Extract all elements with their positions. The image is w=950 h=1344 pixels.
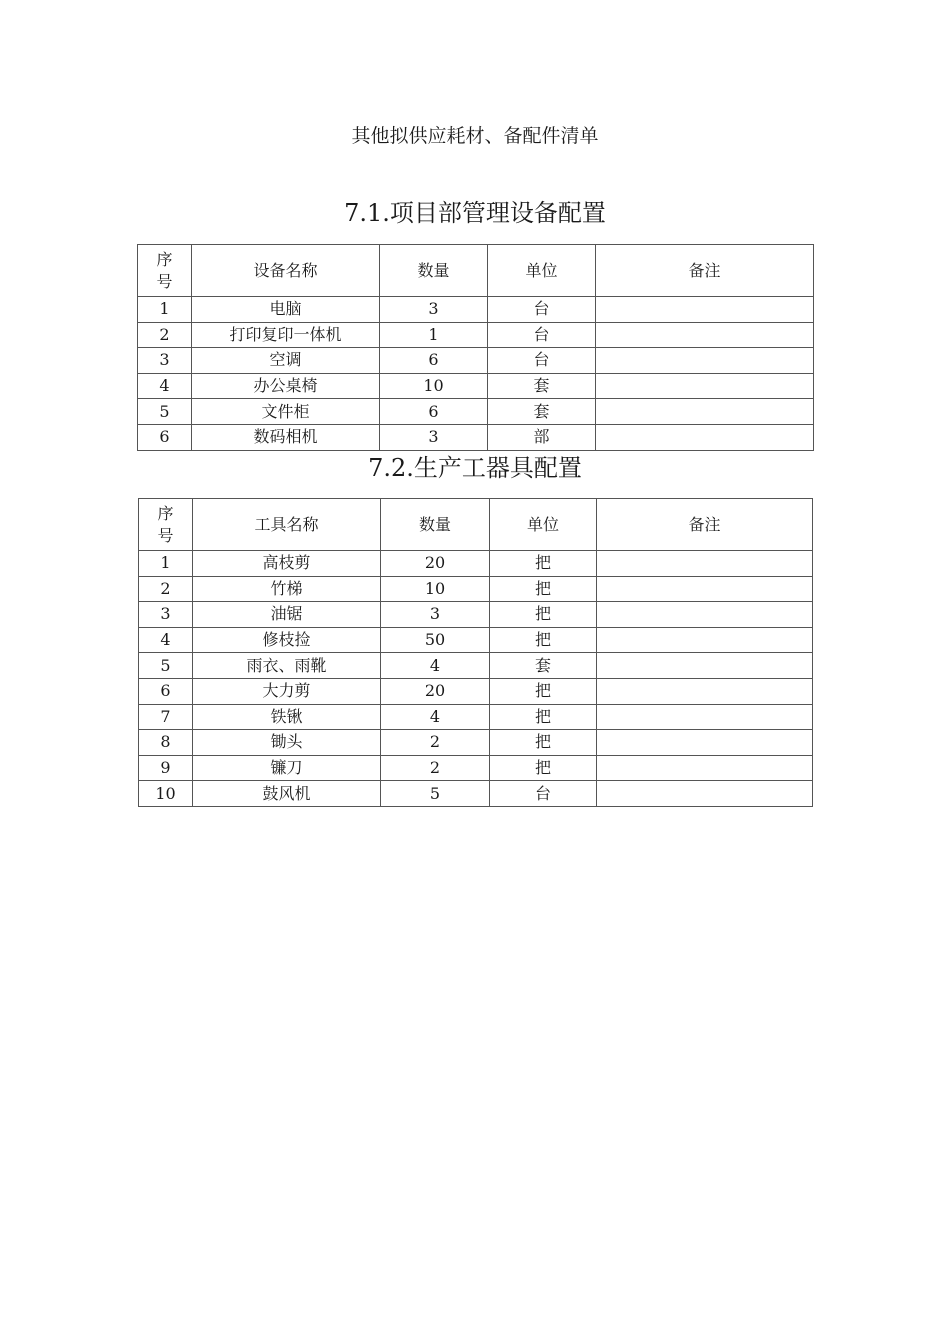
cell-name: 电脑: [192, 297, 380, 323]
header-name: 工具名称: [193, 499, 381, 551]
table-row: [138, 322, 814, 348]
section-title-tools: 7.2.生产工器具配置: [368, 454, 582, 482]
cell-name: 高枝剪: [193, 551, 381, 577]
cell-index: 2: [139, 576, 193, 602]
cell-name: 打印复印一体机: [192, 322, 380, 348]
header-unit: 单位: [488, 245, 596, 297]
cell-quantity: 6: [380, 399, 488, 425]
cell-remark: [597, 576, 813, 602]
cell-quantity: 6: [380, 348, 488, 374]
cell-name: 竹梯: [193, 576, 381, 602]
cell-unit: 套: [488, 399, 596, 425]
cell-quantity: 3: [380, 297, 488, 323]
cell-unit: 把: [490, 602, 597, 628]
cell-name: 油锯: [193, 602, 381, 628]
table-row: [139, 781, 813, 807]
cell-name: 数码相机: [192, 424, 380, 450]
cell-name: 铁锹: [193, 704, 381, 730]
cell-index: 1: [138, 297, 192, 323]
cell-index: 7: [139, 704, 193, 730]
cell-unit: 把: [490, 627, 597, 653]
table-header-row: [139, 499, 813, 551]
cell-remark: [596, 322, 814, 348]
cell-unit: 套: [490, 653, 597, 679]
cell-unit: 套: [488, 373, 596, 399]
cell-index: 2: [138, 322, 192, 348]
section-title-equipment: 7.1.项目部管理设备配置: [344, 199, 606, 227]
cell-remark: [597, 627, 813, 653]
cell-name: 镰刀: [193, 755, 381, 781]
cell-remark: [597, 755, 813, 781]
cell-remark: [597, 653, 813, 679]
table-row: [139, 704, 813, 730]
cell-unit: 台: [488, 297, 596, 323]
header-quantity: 数量: [381, 499, 490, 551]
cell-unit: 把: [490, 678, 597, 704]
cell-name: 空调: [192, 348, 380, 374]
table-row: [138, 373, 814, 399]
cell-index: 5: [138, 399, 192, 425]
table-header-row: [138, 245, 814, 297]
cell-remark: [596, 399, 814, 425]
cell-index: 5: [139, 653, 193, 679]
document-title: 其他拟供应耗材、备配件清单: [351, 125, 599, 147]
cell-quantity: 10: [380, 373, 488, 399]
header-index: 序 号: [139, 499, 193, 551]
table-row: [138, 399, 814, 425]
header-remark: 备注: [596, 245, 814, 297]
cell-name: 办公桌椅: [192, 373, 380, 399]
table-row: [138, 424, 814, 450]
cell-name: 大力剪: [193, 678, 381, 704]
cell-quantity: 1: [380, 322, 488, 348]
cell-index: 4: [139, 627, 193, 653]
cell-remark: [596, 348, 814, 374]
tools-table: [138, 498, 813, 807]
cell-index: 4: [138, 373, 192, 399]
cell-index: 10: [139, 781, 193, 807]
cell-unit: 台: [488, 348, 596, 374]
header-remark: 备注: [597, 499, 813, 551]
cell-name: 文件柜: [192, 399, 380, 425]
cell-quantity: 20: [381, 678, 490, 704]
cell-remark: [597, 781, 813, 807]
header-index: 序 号: [138, 245, 192, 297]
cell-name: 修枝捡: [193, 627, 381, 653]
cell-unit: 把: [490, 755, 597, 781]
cell-unit: 部: [488, 424, 596, 450]
header-unit: 单位: [490, 499, 597, 551]
cell-index: 3: [139, 602, 193, 628]
cell-remark: [597, 704, 813, 730]
cell-unit: 把: [490, 730, 597, 756]
cell-name: 锄头: [193, 730, 381, 756]
cell-remark: [597, 730, 813, 756]
cell-index: 1: [139, 551, 193, 577]
cell-name: 雨衣、雨靴: [193, 653, 381, 679]
cell-quantity: 2: [381, 755, 490, 781]
table-row: [139, 551, 813, 577]
table-row: [139, 678, 813, 704]
table-row: [139, 755, 813, 781]
cell-quantity: 3: [380, 424, 488, 450]
table-row: [139, 627, 813, 653]
cell-index: 3: [138, 348, 192, 374]
cell-unit: 把: [490, 576, 597, 602]
table-row: [138, 297, 814, 323]
table-row: [138, 348, 814, 374]
cell-remark: [597, 678, 813, 704]
cell-remark: [597, 602, 813, 628]
cell-index: 6: [138, 424, 192, 450]
cell-quantity: 4: [381, 704, 490, 730]
cell-quantity: 4: [381, 653, 490, 679]
cell-quantity: 2: [381, 730, 490, 756]
cell-unit: 把: [490, 551, 597, 577]
cell-unit: 台: [488, 322, 596, 348]
header-quantity: 数量: [380, 245, 488, 297]
header-name: 设备名称: [192, 245, 380, 297]
cell-index: 8: [139, 730, 193, 756]
cell-quantity: 5: [381, 781, 490, 807]
cell-index: 9: [139, 755, 193, 781]
cell-quantity: 20: [381, 551, 490, 577]
cell-quantity: 50: [381, 627, 490, 653]
table-row: [139, 653, 813, 679]
cell-unit: 把: [490, 704, 597, 730]
equipment-table: [137, 244, 814, 451]
table-row: [139, 602, 813, 628]
cell-unit: 台: [490, 781, 597, 807]
table-row: [139, 730, 813, 756]
cell-remark: [596, 424, 814, 450]
cell-quantity: 10: [381, 576, 490, 602]
cell-index: 6: [139, 678, 193, 704]
cell-remark: [596, 373, 814, 399]
cell-name: 鼓风机: [193, 781, 381, 807]
cell-remark: [597, 551, 813, 577]
table-row: [139, 576, 813, 602]
cell-quantity: 3: [381, 602, 490, 628]
cell-remark: [596, 297, 814, 323]
